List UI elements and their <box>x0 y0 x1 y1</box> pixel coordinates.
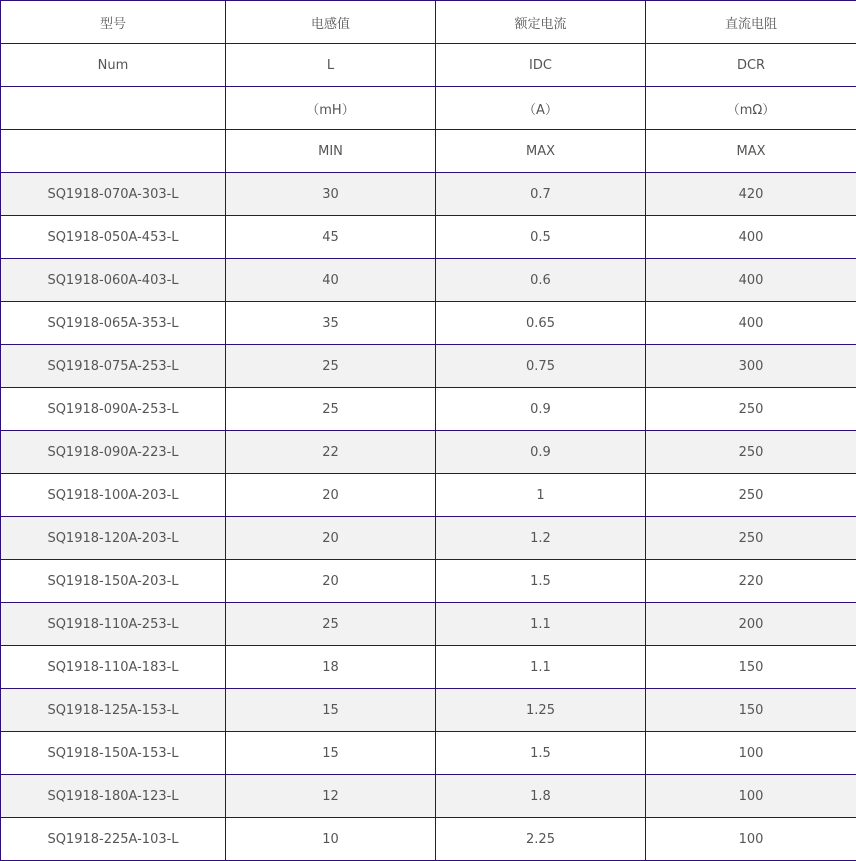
table-row <box>1 646 856 689</box>
cell-dc-resistance: 250 <box>646 431 856 474</box>
cell-rated-current: 1.5 <box>436 732 646 775</box>
header-cell-model <box>1 87 226 130</box>
cell-model: SQ1918-110A-183-L <box>1 646 226 689</box>
cell-rated-current: 1.1 <box>436 646 646 689</box>
cell-model: SQ1918-150A-153-L <box>1 732 226 775</box>
cell-dc-resistance: 100 <box>646 732 856 775</box>
cell-inductance: 25 <box>226 345 436 388</box>
header-cell-inductance: 电感值 <box>226 1 436 44</box>
cell-model: SQ1918-065A-353-L <box>1 302 226 345</box>
table-row <box>1 775 856 818</box>
header-cell-model: 型号 <box>1 1 226 44</box>
cell-rated-current: 0.75 <box>436 345 646 388</box>
cell-model: SQ1918-225A-103-L <box>1 818 226 861</box>
table-row <box>1 173 856 216</box>
cell-rated-current: 0.9 <box>436 431 646 474</box>
header-cell-dc-resistance: （mΩ） <box>646 87 856 130</box>
cell-dc-resistance: 150 <box>646 689 856 732</box>
table-row <box>1 302 856 345</box>
header-cell-dc-resistance: DCR <box>646 44 856 87</box>
cell-model: SQ1918-110A-253-L <box>1 603 226 646</box>
table-row <box>1 345 856 388</box>
cell-rated-current: 1.1 <box>436 603 646 646</box>
cell-rated-current: 0.5 <box>436 216 646 259</box>
table-row <box>1 216 856 259</box>
cell-dc-resistance: 150 <box>646 646 856 689</box>
cell-rated-current: 1.2 <box>436 517 646 560</box>
header-cell-rated-current: 额定电流 <box>436 1 646 44</box>
cell-dc-resistance: 220 <box>646 560 856 603</box>
header-row <box>1 87 856 130</box>
cell-rated-current: 1.5 <box>436 560 646 603</box>
cell-inductance: 22 <box>226 431 436 474</box>
cell-dc-resistance: 250 <box>646 388 856 431</box>
header-cell-inductance: MIN <box>226 130 436 173</box>
cell-inductance: 40 <box>226 259 436 302</box>
cell-model: SQ1918-050A-453-L <box>1 216 226 259</box>
table-row <box>1 388 856 431</box>
cell-inductance: 10 <box>226 818 436 861</box>
table-row <box>1 517 856 560</box>
cell-rated-current: 0.65 <box>436 302 646 345</box>
table-row <box>1 818 856 861</box>
cell-inductance: 20 <box>226 560 436 603</box>
header-cell-rated-current: IDC <box>436 44 646 87</box>
cell-model: SQ1918-100A-203-L <box>1 474 226 517</box>
header-row <box>1 44 856 87</box>
header-cell-inductance: （mH） <box>226 87 436 130</box>
header-row <box>1 130 856 173</box>
cell-dc-resistance: 250 <box>646 517 856 560</box>
table-row <box>1 689 856 732</box>
cell-dc-resistance: 400 <box>646 302 856 345</box>
cell-rated-current: 2.25 <box>436 818 646 861</box>
cell-dc-resistance: 100 <box>646 775 856 818</box>
cell-rated-current: 1.8 <box>436 775 646 818</box>
cell-inductance: 15 <box>226 689 436 732</box>
cell-model: SQ1918-120A-203-L <box>1 517 226 560</box>
cell-rated-current: 1 <box>436 474 646 517</box>
cell-inductance: 20 <box>226 517 436 560</box>
cell-inductance: 20 <box>226 474 436 517</box>
cell-model: SQ1918-125A-153-L <box>1 689 226 732</box>
table-row <box>1 474 856 517</box>
table-row <box>1 732 856 775</box>
cell-inductance: 18 <box>226 646 436 689</box>
spec-table-body <box>1 1 856 861</box>
header-cell-model <box>1 130 226 173</box>
header-cell-rated-current: （A） <box>436 87 646 130</box>
cell-dc-resistance: 420 <box>646 173 856 216</box>
cell-inductance: 45 <box>226 216 436 259</box>
table-row <box>1 603 856 646</box>
cell-inductance: 25 <box>226 388 436 431</box>
table-row <box>1 560 856 603</box>
table-row <box>1 431 856 474</box>
header-cell-dc-resistance: 直流电阻 <box>646 1 856 44</box>
cell-inductance: 30 <box>226 173 436 216</box>
header-cell-inductance: L <box>226 44 436 87</box>
header-row <box>1 1 856 44</box>
cell-rated-current: 1.25 <box>436 689 646 732</box>
cell-model: SQ1918-090A-223-L <box>1 431 226 474</box>
cell-inductance: 12 <box>226 775 436 818</box>
cell-dc-resistance: 250 <box>646 474 856 517</box>
cell-model: SQ1918-075A-253-L <box>1 345 226 388</box>
cell-dc-resistance: 400 <box>646 259 856 302</box>
cell-dc-resistance: 300 <box>646 345 856 388</box>
cell-inductance: 25 <box>226 603 436 646</box>
cell-model: SQ1918-180A-123-L <box>1 775 226 818</box>
cell-dc-resistance: 400 <box>646 216 856 259</box>
cell-dc-resistance: 100 <box>646 818 856 861</box>
cell-inductance: 35 <box>226 302 436 345</box>
cell-inductance: 15 <box>226 732 436 775</box>
cell-model: SQ1918-070A-303-L <box>1 173 226 216</box>
cell-rated-current: 0.7 <box>436 173 646 216</box>
header-cell-rated-current: MAX <box>436 130 646 173</box>
header-cell-model: Num <box>1 44 226 87</box>
cell-model: SQ1918-090A-253-L <box>1 388 226 431</box>
table-row <box>1 259 856 302</box>
cell-dc-resistance: 200 <box>646 603 856 646</box>
cell-model: SQ1918-150A-203-L <box>1 560 226 603</box>
cell-model: SQ1918-060A-403-L <box>1 259 226 302</box>
cell-rated-current: 0.6 <box>436 259 646 302</box>
header-cell-dc-resistance: MAX <box>646 130 856 173</box>
cell-rated-current: 0.9 <box>436 388 646 431</box>
